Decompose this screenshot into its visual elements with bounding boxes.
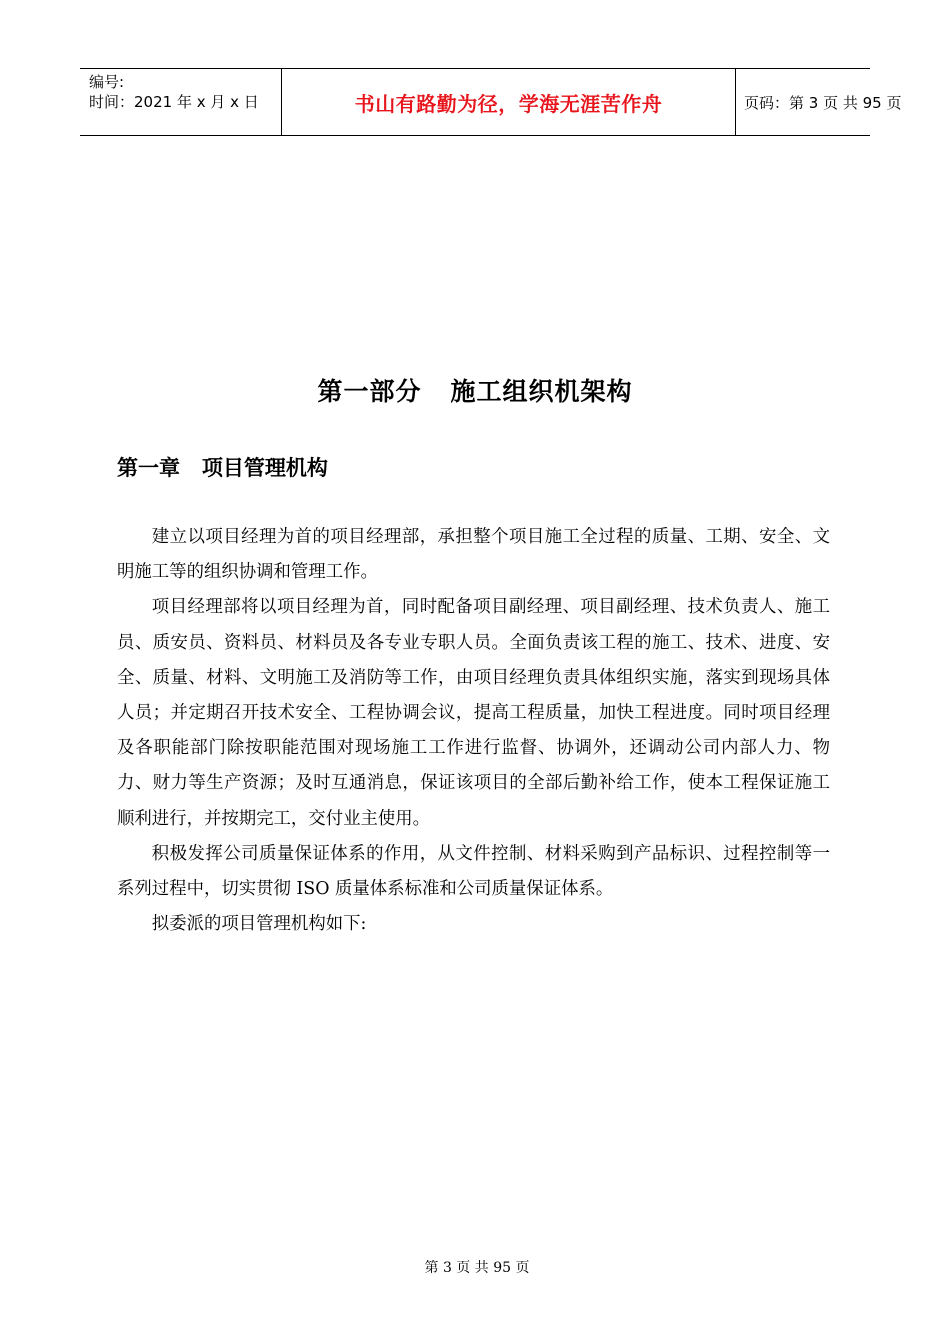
document-number-label: 编号: xyxy=(89,73,125,91)
chapter-title: 第一章 项目管理机构 xyxy=(117,455,328,480)
paragraph: 项目经理部将以项目经理为首，同时配备项目副经理、项目副经理、技术负责人、施工员、质安员、资料员、材料员及各专业专职人员。全面负责该工程的施工、技术、进度、安全、质量、材料、文明施工及消防等工作，由项目经理负责具体组织实施，落实到现场具体人员；并定期召开技术安全、工程协调会议，提高工程质量，加快工程进度。同时项目经理及各职能部门除按职能范围对现场施工工作进行监督、协调外，还调动公司内部人力、物力、财力等生产资源；及时互通消息，保证该项目的全部后勤补给工作，使本工程保证施工顺利进行，并按期完工，交付业主使用。 xyxy=(117,597,830,829)
paragraph: 拟委派的项目管理机构如下: xyxy=(151,914,367,935)
paragraph: 建立以项目经理为首的项目经理部，承担整个项目施工全过程的质量、工期、安全、文明施工等的组织协调和管理工作。 xyxy=(117,527,830,583)
body-text xyxy=(117,520,830,942)
header-meta xyxy=(80,69,281,135)
header-motto: 书山有路勤为径，学海无涯苦作舟 xyxy=(281,69,736,135)
footer-page-number: 第 3 页 共 95 页 xyxy=(424,1260,530,1276)
page-header xyxy=(80,68,902,136)
document-date-label: 时间：2021 年 x 月 x 日 xyxy=(89,93,259,111)
part-title: 第一部分 施工组织机架构 xyxy=(317,377,633,406)
paragraph: 积极发挥公司质量保证体系的作用，从文件控制、材料采购到产品标识、过程控制等一系列过程中，切实贯彻 ISO 质量体系标准和公司质量保证体系。 xyxy=(117,843,830,900)
header-page-info: 页码：第 3 页 共 95 页 xyxy=(744,93,902,112)
